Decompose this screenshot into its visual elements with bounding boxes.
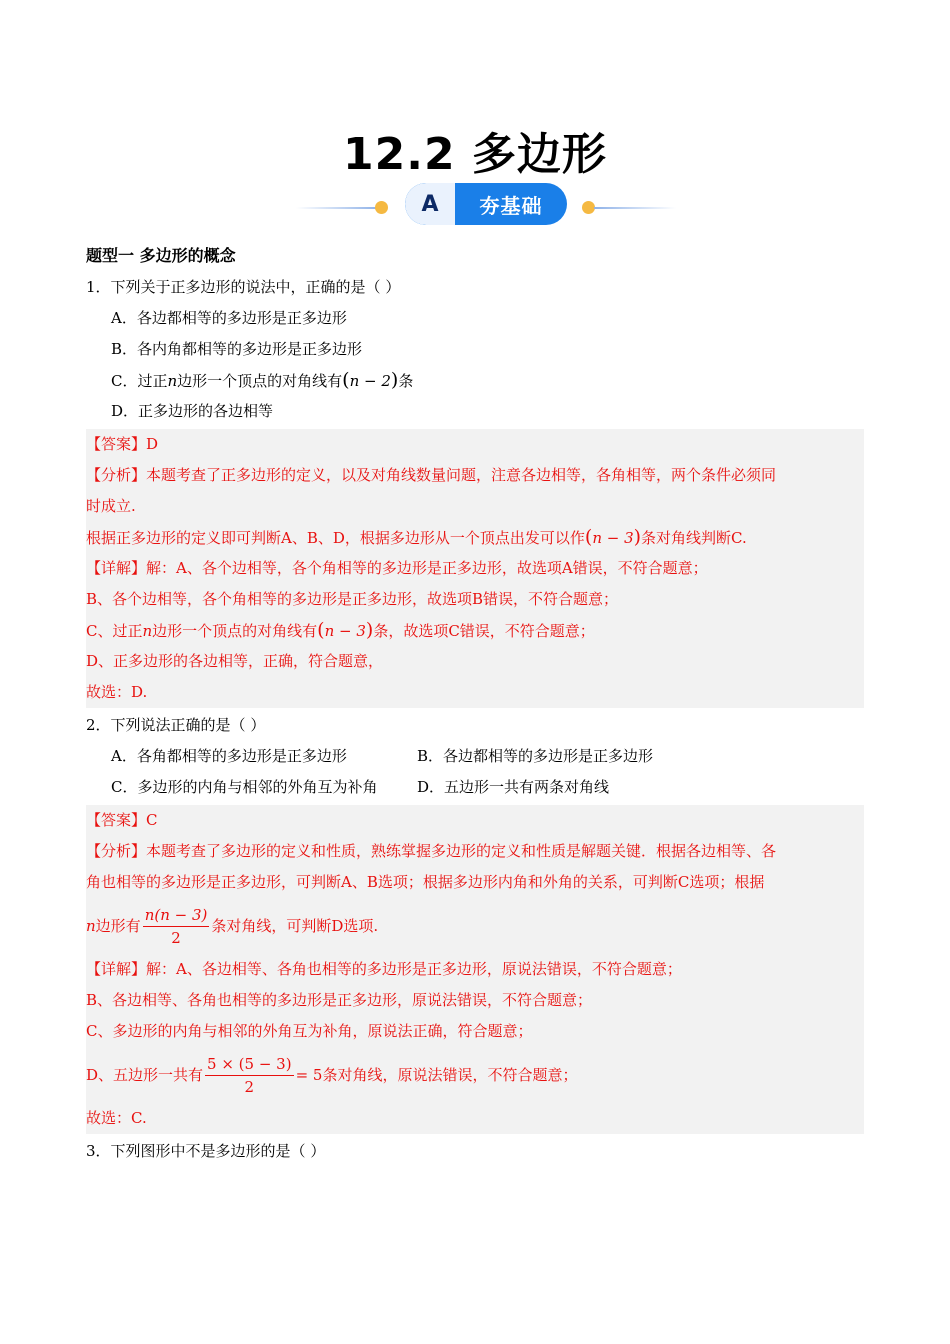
var-n: n: [142, 622, 153, 640]
question-2-option-c: C．多边形的内角与相邻的外角互为补角: [111, 778, 378, 796]
question-2-option-b: B．各边都相等的多边形是正多边形: [417, 747, 654, 765]
question-3: [86, 1136, 864, 1167]
badge-text: 夯基础: [479, 193, 543, 218]
answer-line: 【答案】D: [86, 435, 159, 453]
fraction-denominator: 2: [244, 1077, 255, 1096]
question-1: [86, 272, 864, 708]
question-1-solution: [86, 429, 864, 708]
fraction-numerator: n(n − 3): [143, 904, 210, 927]
option-c-middle: 边形一个顶点的对角线有: [177, 372, 343, 390]
section-title: 题型一 多边形的概念: [86, 246, 236, 265]
badge-letter: A: [405, 183, 455, 225]
detail-line-2: B、各个边相等，各个角相等的多边形是正多边形，故选项B错误，不符合题意；: [86, 590, 619, 608]
var-n: n: [86, 917, 96, 935]
question-2-solution: [86, 805, 864, 1134]
detail-line-1: 【详解】解：A、各个边相等，各个角相等的多边形是正多边形，故选项A错误，不符合题意；: [86, 559, 708, 577]
question-2-stem: 2．下列说法正确的是（ ）: [86, 716, 266, 734]
document-body: [86, 240, 864, 1167]
section-badge-banner: [0, 181, 950, 229]
question-2: [86, 710, 864, 1134]
fraction-diagonal-count: [143, 904, 210, 949]
page-title: 12.2 多边形: [343, 129, 607, 180]
detail-line-4: D、正多边形的各边相等，正确，符合题意，: [86, 652, 384, 670]
option-c-expression: n − 2: [349, 372, 391, 390]
detail-line-2: B、各边相等、各角也相等的多边形是正多边形，原说法错误，不符合题意；: [86, 991, 593, 1009]
var-n: n: [167, 372, 178, 390]
question-1-option-d: D．正多边形的各边相等: [111, 402, 274, 420]
analysis-line-1: 【分析】本题考查了多边形的定义和性质，熟练掌握多边形的定义和性质是解题关键．根据各边相等、各: [86, 842, 777, 860]
decorative-dot-left: [375, 201, 388, 214]
level-badge: [405, 183, 567, 225]
fraction-pentagon-diagonals: [205, 1053, 294, 1098]
detail-line-3: C、过正n边形一个顶点的对角线有(n − 3)条，故选项C错误，不符合题意；: [86, 619, 595, 641]
analysis-line-2: 角也相等的多边形是正多边形，可判断A、B选项；根据多边形内角和外角的关系，可判断C选项；根据: [86, 873, 765, 891]
analysis-line-1: 【分析】本题考查了正多边形的定义，以及对角线数量问题，注意各边相等，各角相等，两个条件必须同: [86, 466, 777, 484]
conclusion-line: 故选：C.: [86, 1109, 147, 1127]
analysis-line-2: 时成立.: [86, 497, 136, 515]
question-3-stem: 3．下列图形中不是多边形的是（ ）: [86, 1142, 326, 1160]
conclusion-line: 故选：D.: [86, 683, 148, 701]
question-2-options-row-2: [86, 772, 864, 803]
fraction-numerator: 5 × (5 − 3): [205, 1053, 294, 1076]
answer-line: 【答案】C: [86, 811, 158, 829]
option-c-suffix: 条: [398, 372, 414, 390]
detail-line-1: 【详解】解：A、各边相等、各角也相等的多边形是正多边形，原说法错误，不符合题意；: [86, 960, 682, 978]
decorative-line-left: [296, 207, 378, 209]
math-expression: n − 3: [592, 529, 634, 547]
question-1-option-b: B．各内角都相等的多边形是正多边形: [111, 340, 363, 358]
question-1-option-c: C．过正n边形一个顶点的对角线有(n − 2)条: [111, 369, 414, 391]
decorative-line-right: [594, 207, 676, 209]
question-2-option-d: D．五边形一共有两条对角线: [417, 778, 610, 796]
analysis-line-3: 根据正多边形的定义即可判断A、B、D，根据多边形从一个顶点出发可以作(n − 3)条对角线判断C.: [86, 526, 747, 548]
option-c-prefix: C．过正: [111, 372, 168, 390]
question-1-stem: 1．下列关于正多边形的说法中，正确的是（ ）: [86, 278, 401, 296]
question-1-option-a: A．各边都相等的多边形是正多边形: [111, 309, 347, 327]
detail-line-3: C、多边形的内角与相邻的外角互为补角，原说法正确，符合题意；: [86, 1022, 533, 1040]
question-2-options-row-1: [86, 741, 864, 772]
fraction-denominator: 2: [171, 928, 181, 947]
math-expression: n − 3: [324, 622, 366, 640]
analysis-line-3: n 边形有 $\frac{n(n - 3)}{2}$ 条对角线，可判断D选项.: [86, 898, 864, 954]
detail-line-4: D、五边形一共有 $\frac{5 \times (5 - 3)}{2}$ = 5条对角线，原说法错误，不符合题意；: [86, 1054, 578, 1096]
question-2-option-a: A．各角都相等的多边形是正多边形: [111, 747, 347, 765]
